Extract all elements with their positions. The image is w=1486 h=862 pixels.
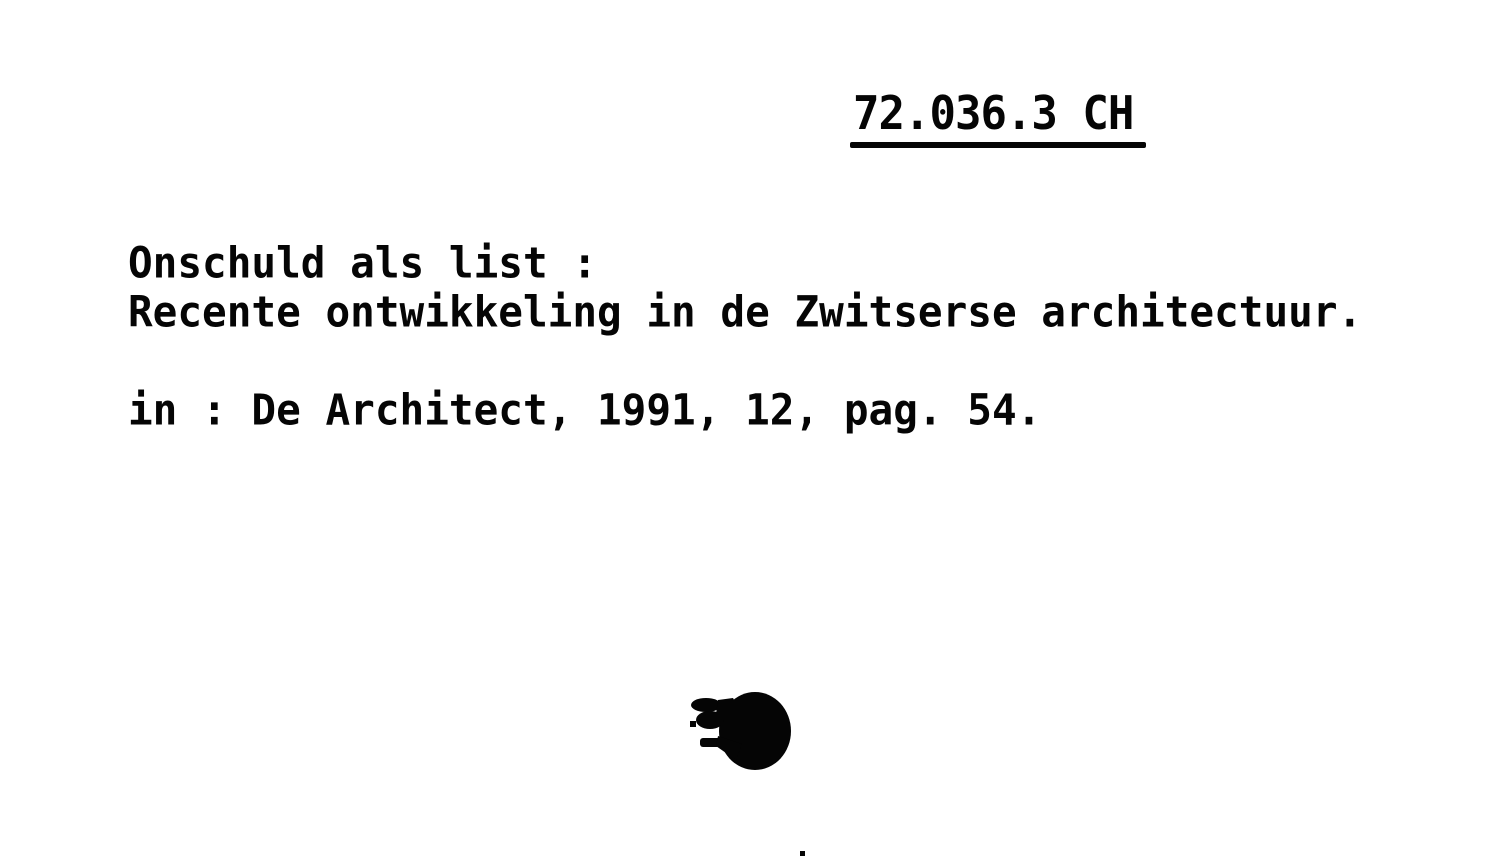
stray-ink-dot-icon [800, 851, 805, 856]
card-body [128, 238, 1362, 434]
title-line-2: Recente ontwikkeling in de Zwitserse architectuur. [128, 287, 1363, 337]
ink-blot-icon [688, 690, 800, 774]
classification-code-block [853, 86, 1134, 141]
classification-underline [850, 142, 1146, 148]
title-line-1: Onschuld als list : [128, 238, 597, 288]
source-citation-line: in : De Architect, 1991, 12, pag. 54. [128, 385, 1042, 435]
classification-code: 72.036.3 CH [853, 86, 1134, 141]
